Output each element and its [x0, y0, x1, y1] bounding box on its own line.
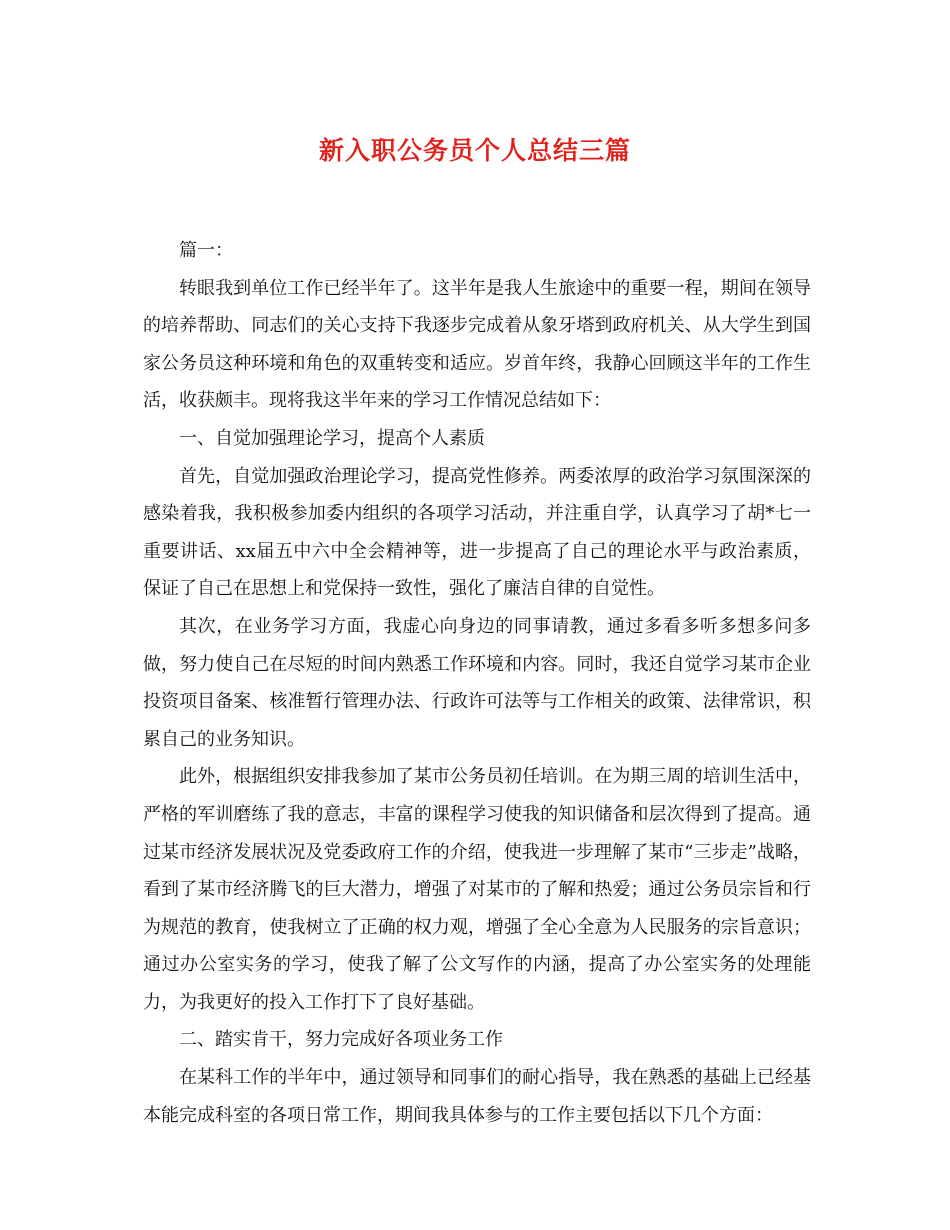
- section-heading-work-tasks: 二、踏实肯干，努力完成好各项业务工作: [179, 1029, 503, 1051]
- document-body: [143, 232, 811, 1134]
- section-heading-part-one: 篇一：: [179, 240, 233, 261]
- paragraph-political-study: 首先，自觉加强政治理论学习，提高党性修养。两委浓厚的政治学习氛围深深的感染着我，我积极参加委内组织的各项学习活动，并注重自学，认真学习了胡*七一重要讲话、xx届五中六中全会精神等，进一步提高了自己的理论水平与政治素质，保证了自己在思想上和党保持一致性，强化了廉洁自律的自觉性。: [143, 465, 811, 600]
- paragraph-work-overview: 在某科工作的半年中，通过领导和同事们的耐心指导，我在熟悉的基础上已经基本能完成科室的各项日常工作，期间我具体参与的工作主要包括以下几个方面：: [143, 1067, 811, 1126]
- section-heading-theory-study: 一、自觉加强理论学习，提高个人素质: [179, 427, 485, 449]
- paragraph-business-study: 其次，在业务学习方面，我虚心向身边的同事请教，通过多看多听多想多问多做，努力使自己在尽短的时间内熟悉工作环境和内容。同时，我还自觉学习某市企业投资项目备案、核准暂行管理办法、行政许可法等与工作相关的政策、法律常识，积累自己的业务知识。: [143, 615, 811, 750]
- document-title: 新入职公务员个人总结三篇: [318, 136, 631, 165]
- paragraph-training: 此外，根据组织安排我参加了某市公务员初任培训。在为期三周的培训生活中，严格的军训磨练了我的意志，丰富的课程学习使我的知识储备和层次得到了提高。通过某市经济发展状况及党委政府工作的介绍，使我进一步理解了某市“三步走”战略，看到了某市经济腾飞的巨大潜力，增强了对某市的了解和热爱；通过公务员宗旨和行为规范的教育，使我树立了正确的权力观，增强了全心全意为人民服务的宗旨意识；通过办公室实务的学习，使我了解了公文写作的内涵，提高了办公室实务的处理能力，为我更好的投入工作打下了良好基础。: [143, 766, 811, 1013]
- intro-paragraph: 转眼我到单位工作已经半年了。这半年是我人生旅途中的重要一程，期间在领导的培养帮助、同志们的关心支持下我逐步完成着从象牙塔到政府机关、从大学生到国家公务员这种环境和角色的双重转变和适应。岁首年终，我静心回顾这半年的工作生活，收获颇丰。现将我这半年来的学习工作情况总结如下：: [143, 277, 811, 412]
